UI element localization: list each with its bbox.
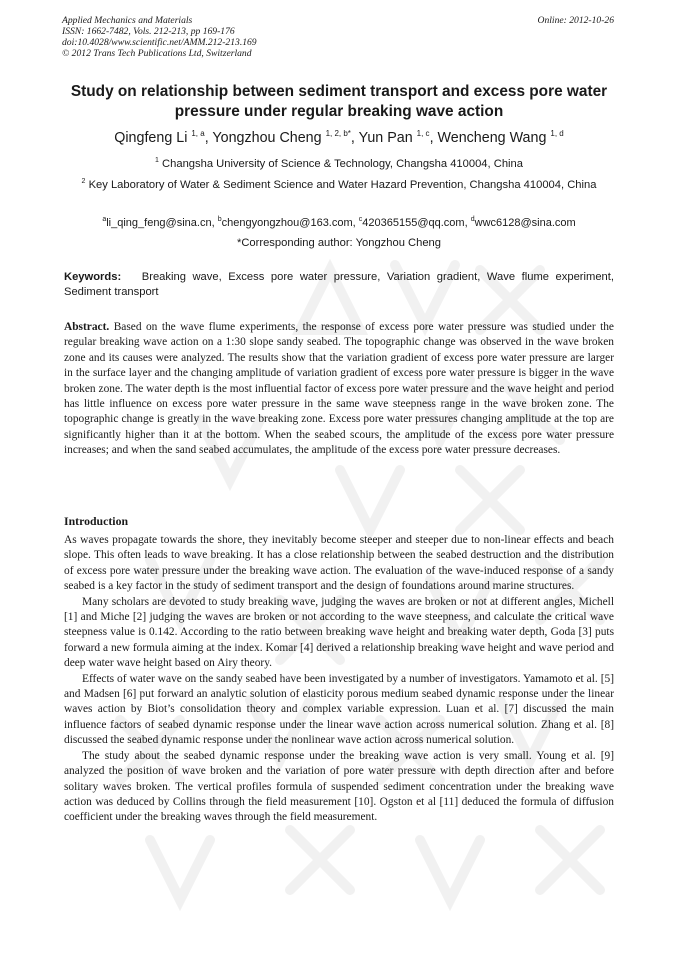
abstract-label: Abstract. [64, 321, 110, 333]
affiliation-2 [62, 177, 616, 193]
author-name: Qingfeng Li [114, 130, 188, 146]
affiliation-text: Key Laboratory of Water & Sediment Science and Water Hazard Prevention, Changsha 410004, China [88, 179, 597, 191]
affiliation-text: Changsha University of Science & Technology, Changsha 410004, China [162, 158, 523, 170]
paper-title: Study on relationship between sediment transport and excess pore water pressure under regular breaking wave action [70, 83, 608, 120]
paragraph: As waves propagate towards the shore, they inevitably become steeper and steeper due to non-linear effects and beach slope. This often leads to wave breaking. It has a close relationship between the seabed destruction and the distribution of excess pore water pressure under the breaking wave action. The evaluation of the wave-induced response of a sandy seabed is a key factor in the study of sediment transport and the design of foundations around marine structures. [64, 534, 614, 593]
paragraph: The study about the seabed dynamic response under the breaking wave action is very small. Young et al. [9] analyzed the position of wave broken and the variation of pore water pressure with depth direction after and before solitary waves broken. The vertical profiles formula of suspended sediment concentration under the breaking wave action was deduced by Collins through the field measurement [10]. Ogston et al [11] deduced the formula of diffusion coefficient under the breaking waves through the field measurement. [64, 749, 614, 824]
email-address[interactable]: chengyongzhou@163.com [221, 217, 353, 229]
paragraph: Effects of water wave on the sandy seabed have been investigated by a number of investigators. Yamamoto et al. [5] and Madsen [6] put forward an analytic solution of elasticity porous medium seabed dynamic response under the linear waves action by Biot’s consolidation theory and complex variable expression. Luan et al. [7] discussed the main influence factors of seabed dynamic response under the linear wave action across numerical solution. Zhang et al. [8] discussed the seabed dynamic response under the nonlinear wave action across numerical solution. [64, 672, 614, 747]
email-list: $^a$li_qing_feng@sina.cn, $^b$chengyongzhou@163.com, $^c$420365155@qq.com, $^d$wwc6128@sina.com [102, 216, 576, 229]
copyright-line: © 2012 Trans Tech Publications Ltd, Switzerland [62, 48, 252, 59]
author-superscript: 1, 2, b* [325, 129, 351, 138]
email-address[interactable]: 420365155@qq.com [362, 217, 465, 229]
author-superscript: 1, d [550, 129, 564, 138]
paragraph: Many scholars are devoted to study breaking wave, judging the waves are broken or not at different angles, Michell [1] and Miche [2] judging the waves are broken or not according to the wave steepness, and calculate the critical wave steepness value is 0.142. According to the ratio between breaking wave height and breaking water depth, Goda [3] puts forward a new formula aiming at the index. Komar [4] derived a relationship breaking wave height and wave period and deep water wave height based on Airy theory. [64, 595, 614, 670]
issn-line: ISSN: 1662-7482, Vols. 212-213, pp 169-176 [62, 26, 235, 37]
introduction-body [64, 533, 614, 826]
section-heading-introduction: Introduction [64, 514, 129, 528]
abstract-text: Based on the wave flume experiments, the response of excess pore water pressure was studied under the regular breaking wave action on a 1:30 slope sandy seabed. The topographic change was observed in the wave broken zone and its causes were analyzed. The results show that the variation gradient of excess pore water pressure are larger in the surface layer and the changing amplitude of variation gradient of excess pore water pressure is bigger in the wave broken zone. The water depth is the most influential factor of excess pore water pressure and the wave height and period has little influence on excess pore water pressure in the same wave steepness range in the wave broken zone. The topographic change is greatly in the wave breaking zone. Excess pore water pressures changing amplitude at the top are significantly higher than it at the bottom. When the seabed scours, the amplitude of the excess pore water pressure increases; and when the sand seabed accumulates, the amplitude of the excess pore water pressure decreases. [64, 321, 614, 457]
corresponding-author: *Corresponding author: Yongzhou Cheng [236, 237, 442, 249]
online-date: Online: 2012-10-26 [537, 15, 614, 26]
abstract-block [64, 320, 614, 459]
author-name: Wencheng Wang [437, 130, 547, 146]
author-superscript: 1, a [191, 129, 205, 138]
author-name: Yongzhou Cheng [212, 130, 322, 146]
author-list: Qingfeng Li $^{1, a}$, Yongzhou Cheng $^{1, 2, b*}$, Yun Pan $^{1, c}$, Wencheng Wang $^{1, d}$ [114, 129, 564, 146]
author-name: Yun Pan [358, 130, 413, 146]
keywords-label: Keywords: [64, 271, 122, 283]
email-superscript: b [217, 216, 222, 223]
email-superscript: a [102, 216, 107, 223]
journal-header [62, 15, 422, 59]
journal-name: Applied Mechanics and Materials [62, 15, 193, 26]
affiliation-number: 2 [81, 178, 86, 185]
email-superscript: d [470, 216, 475, 223]
affiliation-1 [62, 156, 616, 172]
email-address[interactable]: li_qing_feng@sina.cn [106, 217, 212, 229]
keywords-block [64, 270, 614, 300]
doi-line: doi:10.4028/www.scientific.net/AMM.212-213.169 [62, 37, 257, 48]
email-address[interactable]: wwc6128@sina.com [474, 217, 576, 229]
keywords-text: Breaking wave, Excess pore water pressure, Variation gradient, Wave flume experiment, Sediment transport [64, 271, 614, 298]
email-superscript: c [358, 216, 363, 223]
author-superscript: 1, c [416, 129, 430, 138]
affiliation-number: 1 [155, 157, 159, 164]
